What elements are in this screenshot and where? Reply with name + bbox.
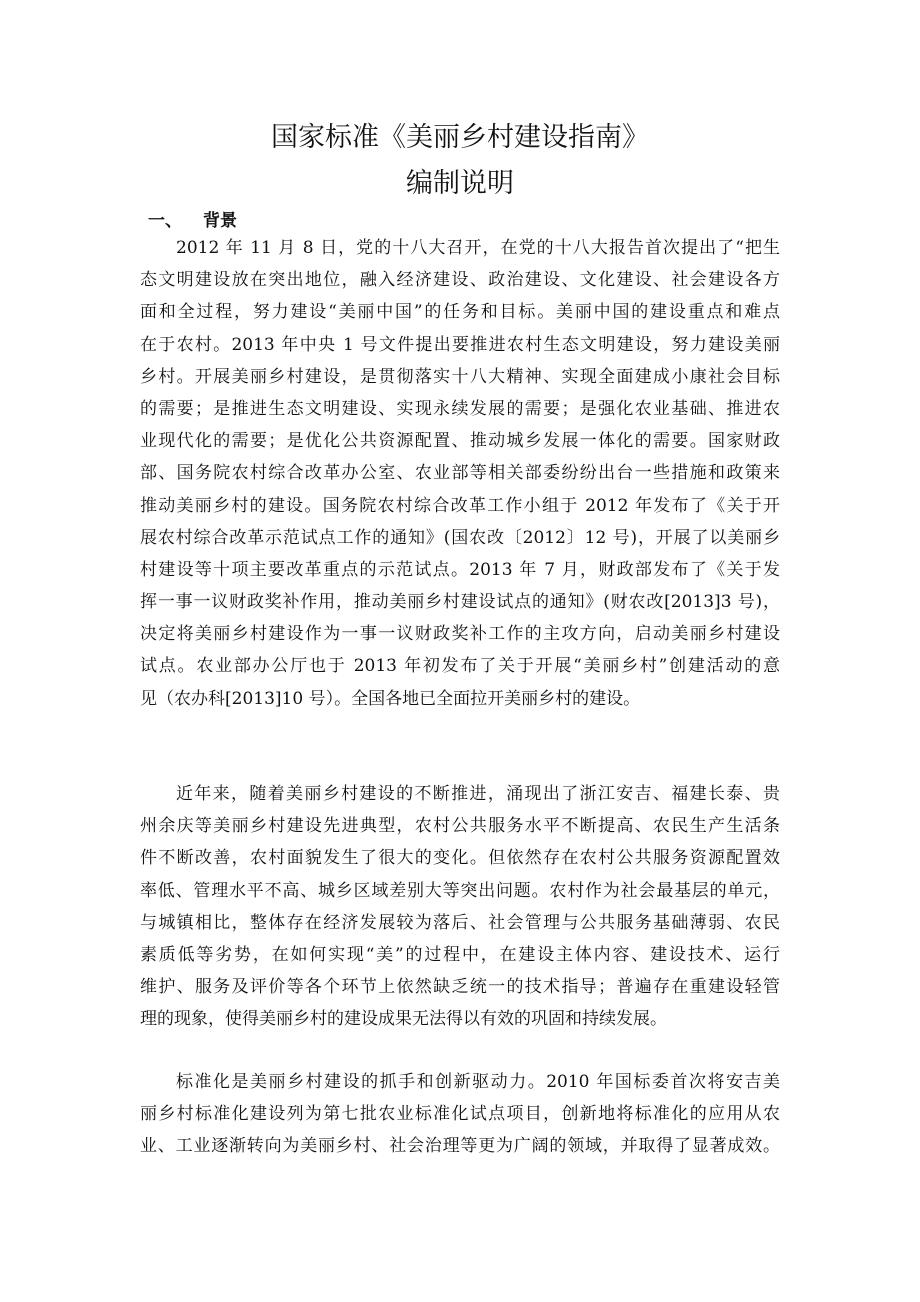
paragraph-line: 的需要；是推进生态文明建设、实现永续发展的需要；是强化农业基础、推进农 [140, 398, 780, 419]
paragraph-line: 决定将美丽乡村建设作为一事一议财政奖补工作的主攻方向，启动美丽乡村建设 [140, 624, 780, 645]
paragraph-line: 理的现象，使得美丽乡村的建设成果无法得以有效的巩固和持续发展。 [140, 1009, 667, 1030]
paragraph-line: 素质低等劣势，在如何实现“美”的过程中，在建设主体内容、建设技术、运行 [140, 944, 780, 965]
paragraph-line: 在于农村。2013 年中央 1 号文件提出要推进农村生态文明建设，努力建设美丽 [140, 334, 780, 355]
paragraph-line: 近年来，随着美丽乡村建设的不断推进，涌现出了浙江安吉、福建长泰、贵 [176, 784, 780, 804]
paragraph-line: 件不断改善，农村面貌发生了很大的变化。但依然存在农村公共服务资源配置效 [140, 848, 780, 869]
paragraph-line: 推动美丽乡村的建设。国务院农村综合改革工作小组于 2012 年发布了《关于开 [140, 495, 780, 516]
paragraph-line: 业、工业逐渐转向为美丽乡村、社会治理等更为广阔的领域，并取得了显著成效。 [140, 1136, 780, 1157]
paragraph-line: 维护、服务及评价等各个环节上依然缺乏统一的技术指导；普遍存在重建设轻管 [140, 977, 780, 998]
paragraph-line: 村建设等十项主要改革重点的示范试点。2013 年 7 月，财政部发布了《关于发 [140, 559, 780, 580]
paragraph-line: 乡村。开展美丽乡村建设，是贯彻落实十八大精神、实现全面建成小康社会目标 [140, 366, 780, 387]
paragraph-line: 展农村综合改革示范试点工作的通知》(国农改〔2012〕12 号)，开展了以美丽乡 [140, 527, 780, 548]
paragraph-line: 试点。农业部办公厅也于 2013 年初发布了关于开展“美丽乡村”创建活动的意 [140, 656, 780, 677]
paragraph-line: 丽乡村标准化建设列为第七批农业标准化试点项目，创新地将标准化的应用从农 [140, 1104, 780, 1125]
paragraph-line: 标准化是美丽乡村建设的抓手和创新驱动力。2010 年国标委首次将安吉美 [176, 1072, 780, 1092]
paragraph-line: 挥一事一议财政奖补作用，推动美丽乡村建设试点的通知》(财农改[2013]3 号)， [140, 592, 780, 613]
document-title: 国家标准《美丽乡村建设指南》 [271, 122, 649, 153]
paragraph-background-2 [140, 778, 780, 1036]
paragraph-line: 州余庆等美丽乡村建设先进典型，农村公共服务水平不断提高、农民生产生活条 [140, 816, 780, 837]
paragraph-line: 见（农办科[2013]10 号）。全国各地已全面拉开美丽乡村的建设。 [140, 688, 641, 709]
paragraph-background-1 [140, 232, 780, 715]
paragraph-line: 态文明建设放在突出地位，融入经济建设、政治建设、文化建设、社会建设各方 [140, 270, 780, 291]
paragraph-line: 部、国务院农村综合改革办公室、农业部等相关部委纷纷出台一些措施和政策来 [140, 463, 780, 484]
paragraph-line: 面和全过程，努力建设“美丽中国”的任务和目标。美丽中国的建设重点和难点 [140, 302, 780, 323]
paragraph-line: 2012 年 11 月 8 日，党的十八大召开，在党的十八大报告首次提出了“把生 [176, 238, 780, 258]
paragraph-line: 与城镇相比，整体存在经济发展较为落后、社会管理与公共服务基础薄弱、农民 [140, 912, 780, 933]
paragraph-background-3 [140, 1066, 780, 1163]
section-title: 背景 [203, 211, 237, 231]
document-subtitle: 编制说明 [406, 168, 514, 199]
section-number: 一、 [148, 211, 182, 231]
paragraph-line: 业现代化的需要；是优化公共资源配置、推动城乡发展一体化的需要。国家财政 [140, 431, 780, 452]
paragraph-line: 率低、管理水平不高、城乡区域差别大等突出问题。农村作为社会最基层的单元， [140, 880, 780, 901]
